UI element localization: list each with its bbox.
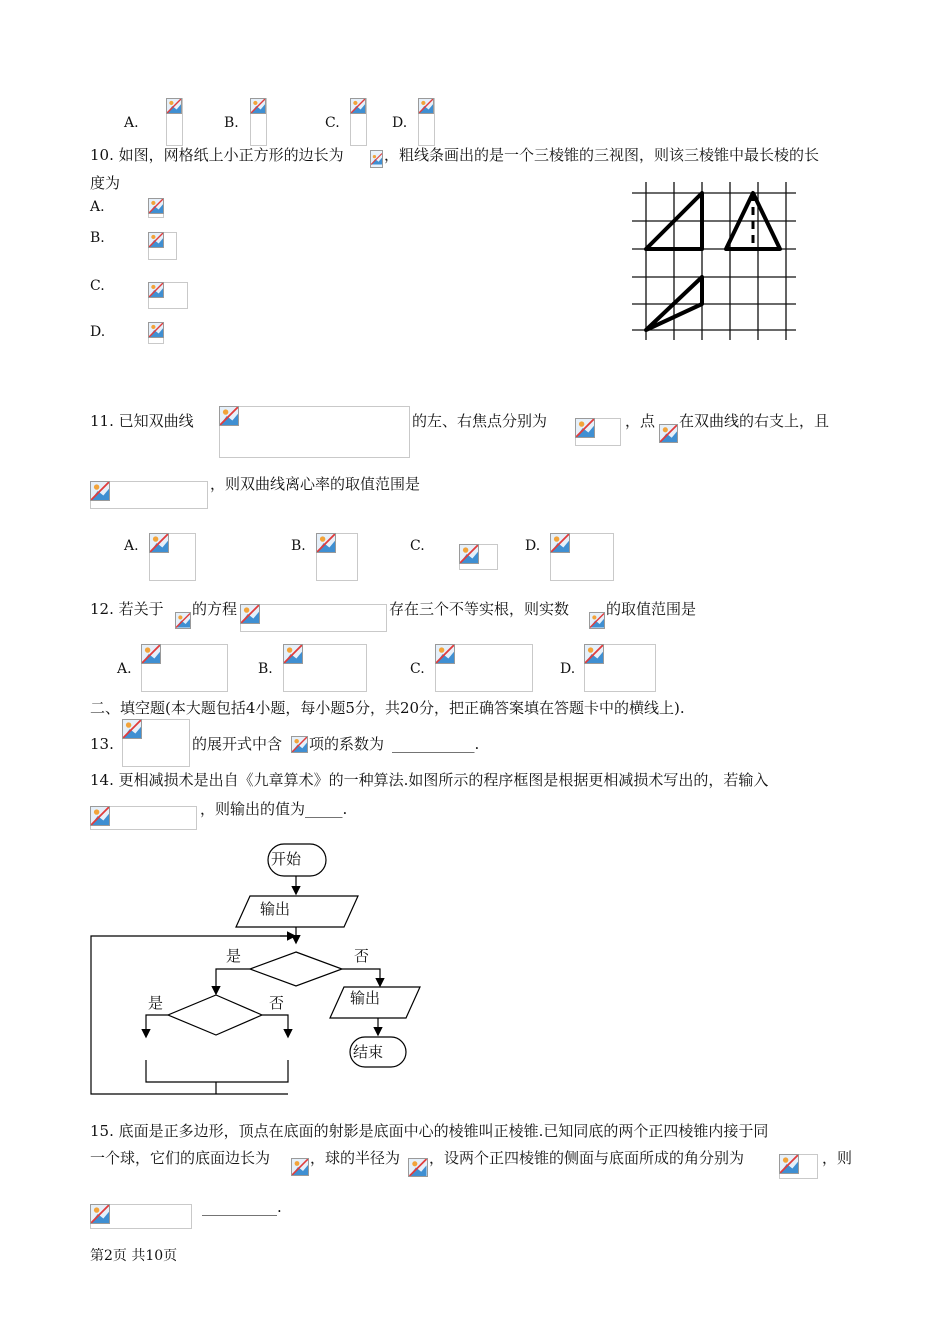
broken-image-icon	[148, 198, 164, 214]
q12-option-c: C.	[410, 661, 425, 677]
q12-text-3: 存在三个不等实根，则实数	[389, 600, 570, 618]
q14-text-1: 14. 更相减损术是出自《九章算术》的一种算法.如图所示的程序框图是根据更相减损术写出的，若输入	[90, 771, 769, 789]
broken-image-icon	[589, 612, 605, 629]
q10-text-2: ，粗线条画出的是一个三棱锥的三视图，则该三棱锥中最长棱的长	[384, 146, 820, 164]
flowchart-no-2-label: 否	[269, 994, 285, 1012]
q10-option-b: B.	[90, 230, 105, 246]
q11-text-4: 在双曲线的右支上，且	[679, 412, 830, 430]
flowchart-no-1-label: 否	[354, 947, 370, 965]
q11-text-2: 的左、右焦点分别为	[412, 412, 548, 430]
three-view-grid-figure	[628, 180, 800, 342]
q11-text-1: 11. 已知双曲线	[90, 412, 194, 430]
q11-option-c: C.	[410, 538, 425, 554]
page-footer: 第2页 共10页	[90, 1248, 178, 1264]
q10-text-1: 10. 如图，网格纸上小正方形的边长为	[90, 146, 344, 164]
flowchart-output-1	[236, 896, 358, 927]
q11-option-b: B.	[291, 538, 306, 554]
flowchart-start-label: 开始	[271, 850, 302, 868]
q9-option-a: A.	[124, 115, 139, 131]
broken-image-icon	[122, 719, 142, 739]
q12-text-2: 的方程	[192, 600, 238, 618]
q11-text-3: ，点	[625, 412, 656, 430]
broken-image-icon	[166, 98, 182, 114]
q14-text-2: ，则输出的值为_____.	[200, 800, 348, 818]
broken-image-icon	[370, 150, 383, 168]
flowchart-output-2-label: 输出	[350, 989, 381, 1007]
q11-option-d: D.	[525, 538, 541, 554]
broken-image-icon	[175, 612, 191, 629]
flowchart-yes-1-label: 是	[226, 947, 242, 965]
q13-answer-blank[interactable]: ___________.	[392, 735, 480, 753]
broken-image-icon	[90, 481, 110, 501]
q10-option-a: A.	[90, 199, 105, 215]
q15-text-2: 一个球，它们的底面边长为	[90, 1149, 271, 1167]
q10-option-d: D.	[90, 324, 106, 340]
broken-image-icon	[779, 1154, 799, 1174]
q12-option-d: D.	[560, 661, 576, 677]
q15-text-5: ，则	[822, 1149, 853, 1167]
q11-text-5: ，则双曲线离心率的取值范围是	[210, 475, 421, 493]
broken-image-icon	[291, 736, 308, 753]
broken-image-icon	[90, 806, 110, 826]
q15-text-4: ，设两个正四棱锥的侧面与底面所成的角分别为	[429, 1149, 745, 1167]
q12-option-a: A.	[117, 661, 132, 677]
broken-image-icon	[584, 644, 604, 664]
flowchart-end-label: 结束	[353, 1043, 384, 1061]
broken-image-icon	[459, 544, 479, 564]
broken-image-icon	[291, 1158, 309, 1176]
broken-image-icon	[149, 533, 169, 553]
q15-text-1: 15. 底面是正多边形，顶点在底面的射影是底面中心的棱锥叫正棱锥.已知同底的两个正四棱锥内接于同	[90, 1122, 769, 1140]
broken-image-icon	[240, 604, 260, 624]
q13-text-1: 的展开式中含	[192, 735, 283, 753]
flowchart-decision-1	[250, 952, 342, 986]
broken-image-icon	[435, 644, 455, 664]
broken-image-icon	[575, 418, 595, 438]
broken-image-icon	[418, 98, 434, 114]
q15-answer-blank[interactable]: __________.	[202, 1198, 282, 1216]
q12-equation-formula	[240, 604, 387, 632]
flowchart-output-1-label: 输出	[260, 900, 291, 918]
broken-image-icon	[283, 644, 303, 664]
broken-image-icon	[148, 322, 164, 338]
q11-option-a: A.	[124, 538, 139, 554]
q12-option-b: B.	[258, 661, 273, 677]
broken-image-icon	[350, 98, 366, 114]
q9-option-d: D.	[392, 115, 408, 131]
broken-image-icon	[148, 232, 164, 248]
broken-image-icon	[141, 644, 161, 664]
broken-image-icon	[90, 1204, 110, 1224]
broken-image-icon	[148, 282, 164, 298]
section-2-heading: 二、填空题(本大题包括4小题，每小题5分，共20分，把正确答案填在答题卡中的横线上).	[90, 699, 685, 717]
broken-image-icon	[550, 533, 570, 553]
flowchart-diagram	[80, 838, 440, 1108]
q13-number: 13.	[90, 735, 114, 753]
q9-option-b: B.	[224, 115, 239, 131]
broken-image-icon	[219, 406, 239, 426]
q15-text-3: ，球的半径为	[310, 1149, 401, 1167]
flowchart-decision-2	[168, 995, 262, 1035]
q12-text-4: 的取值范围是	[606, 600, 697, 618]
broken-image-icon	[316, 533, 336, 553]
q12-text-1: 12. 若关于	[90, 600, 164, 618]
q10-option-c: C.	[90, 278, 105, 294]
q9-option-c: C.	[325, 115, 340, 131]
broken-image-icon	[408, 1158, 428, 1177]
q10-text-3: 度为	[90, 174, 121, 192]
q13-text-2: 项的系数为	[309, 735, 385, 753]
broken-image-icon	[659, 424, 678, 443]
flowchart-yes-2-label: 是	[148, 994, 164, 1012]
q11-hyperbola-formula	[219, 406, 410, 458]
broken-image-icon	[250, 98, 266, 114]
